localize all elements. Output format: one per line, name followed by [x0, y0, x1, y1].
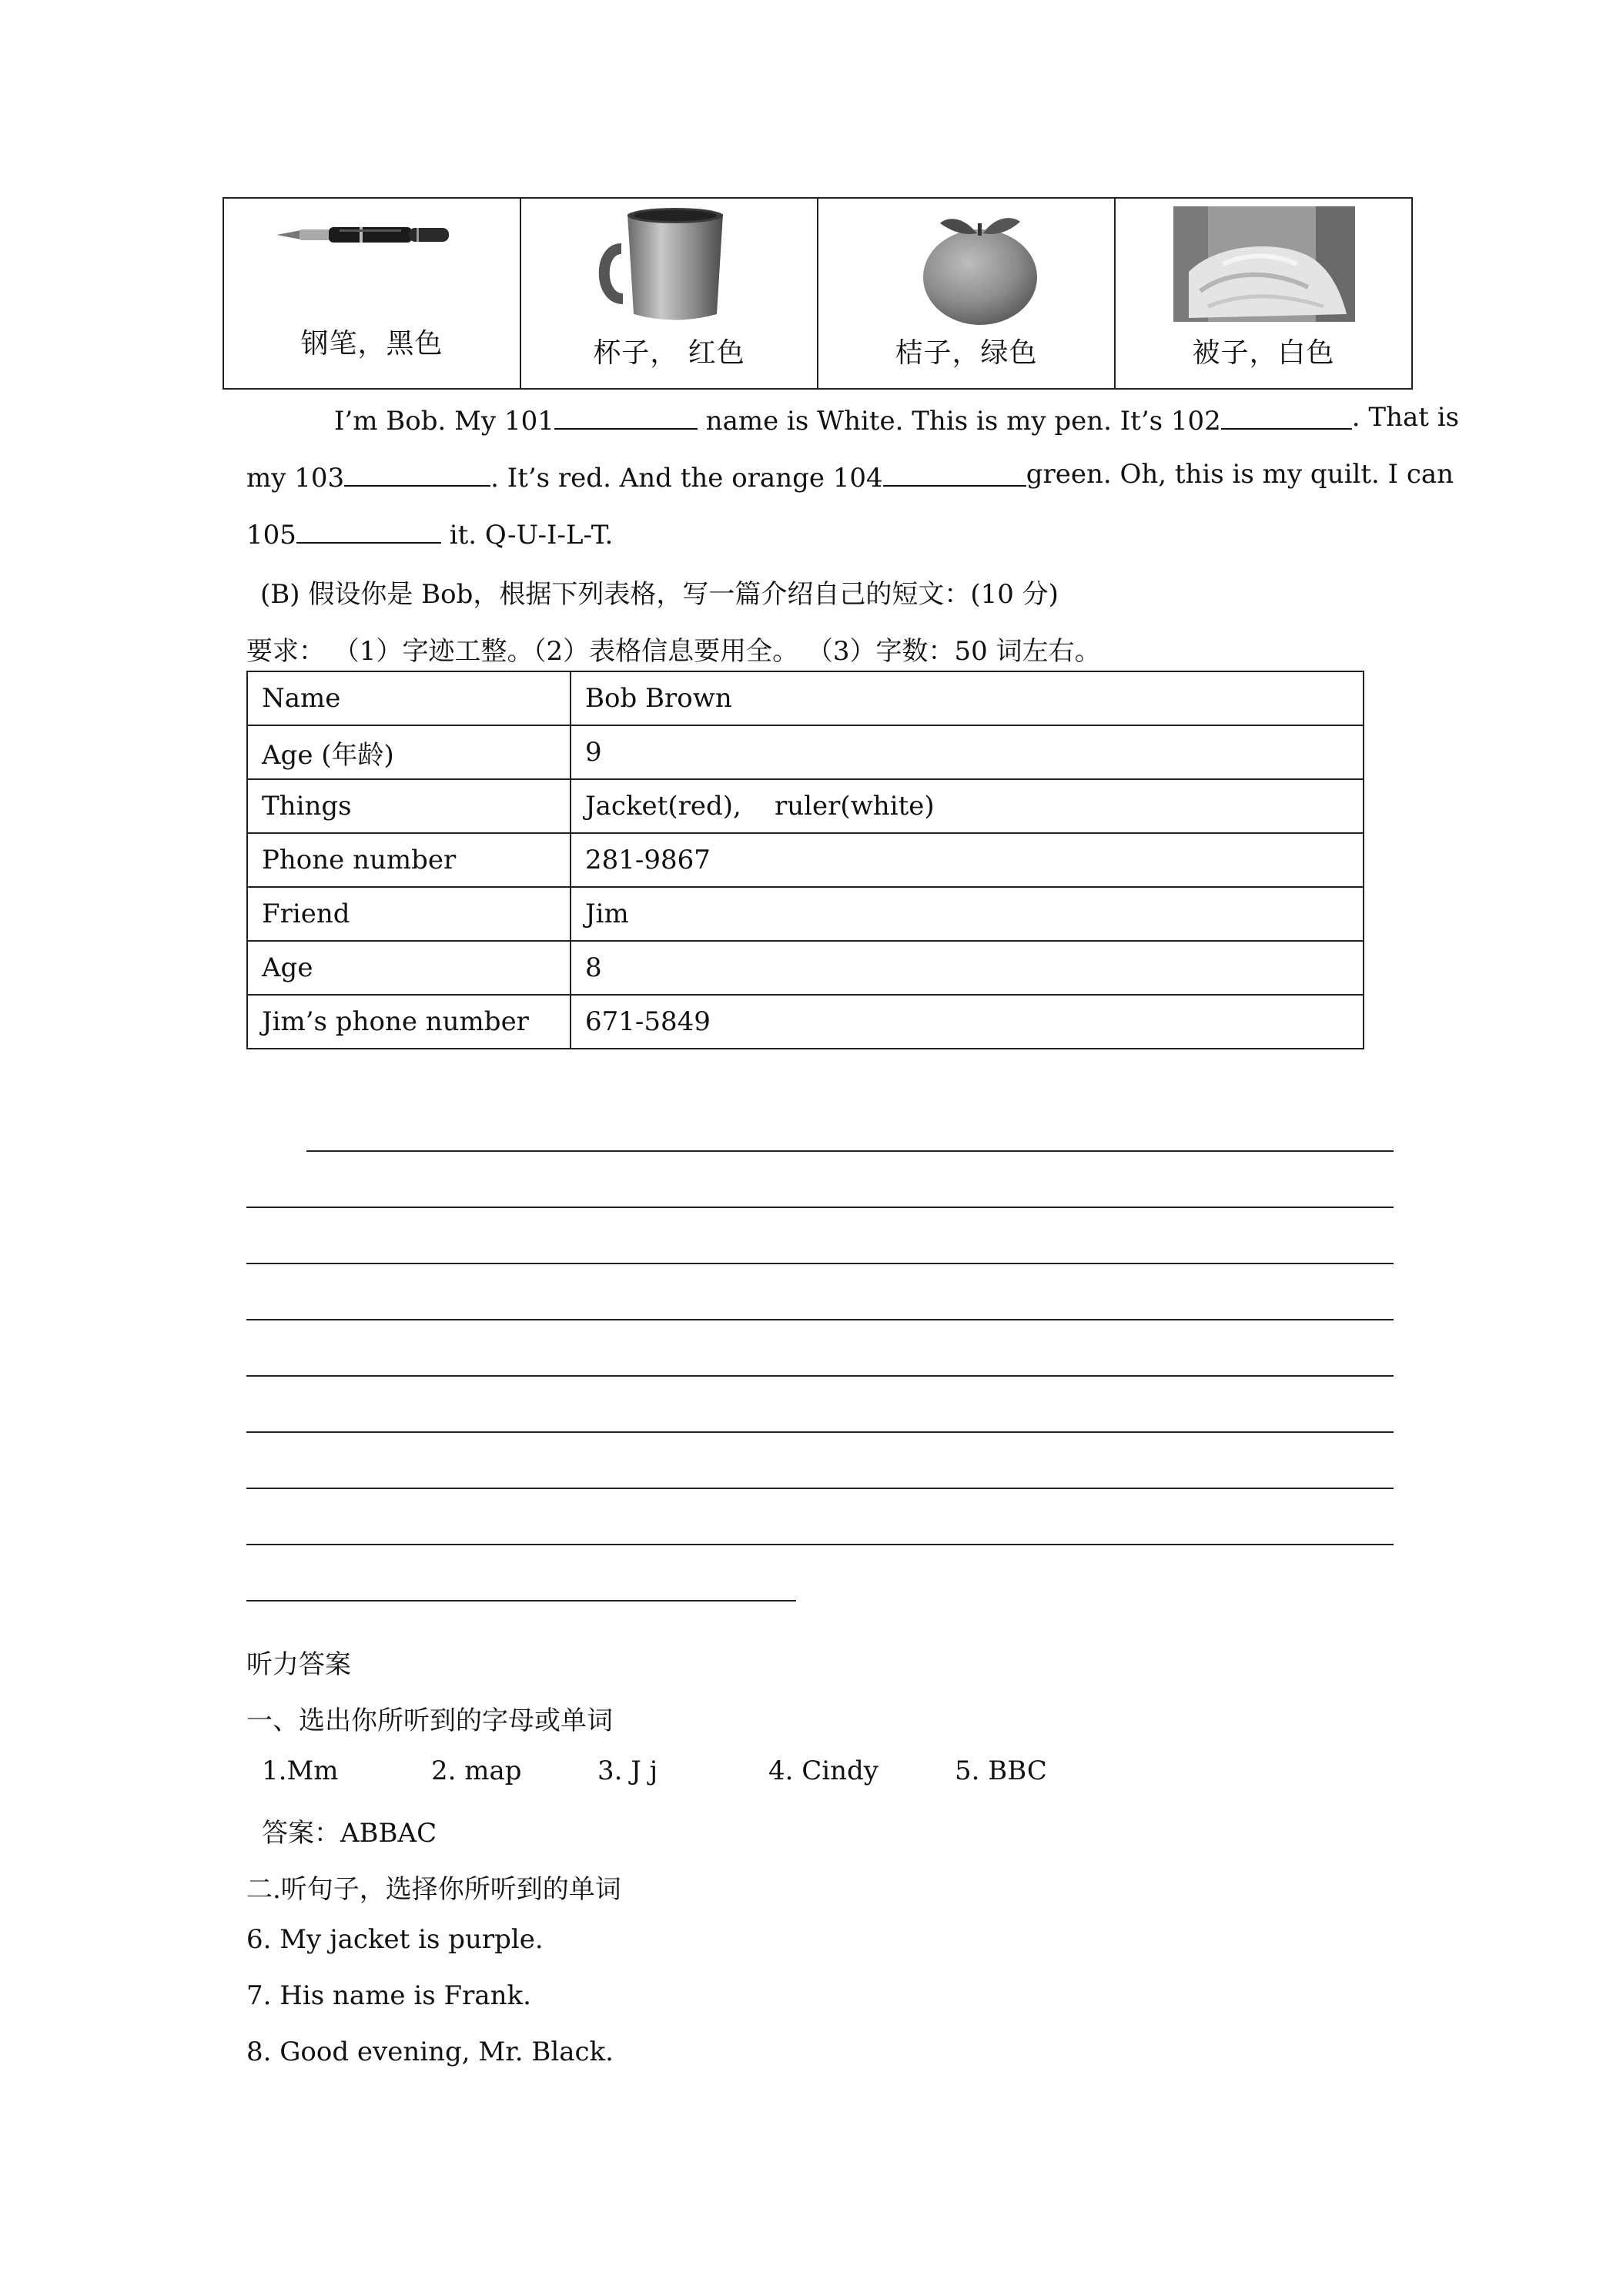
- writing-line[interactable]: [246, 1600, 796, 1602]
- orange-icon: [818, 199, 1114, 353]
- cup-icon: [521, 199, 817, 353]
- blank-102[interactable]: [1221, 402, 1352, 430]
- table-row: [247, 671, 1364, 725]
- writing-line[interactable]: [246, 1375, 1394, 1377]
- table-row: [247, 779, 1364, 833]
- blank-103[interactable]: [344, 459, 490, 487]
- pen-label: 钢笔，黑色: [300, 328, 443, 360]
- writing-line[interactable]: [246, 1319, 1394, 1320]
- passage-text: green. Oh, this is my quilt. I can: [1026, 459, 1454, 490]
- writing-line[interactable]: [246, 1207, 1394, 1208]
- table-key: Age (年龄): [247, 725, 571, 779]
- blank-104[interactable]: [883, 459, 1026, 487]
- blank-101[interactable]: [554, 402, 698, 430]
- answer-sentence: 8. Good evening, Mr. Black.: [246, 2037, 614, 2067]
- picture-cell-pen: [224, 199, 521, 388]
- info-table: [246, 671, 1364, 1049]
- passage-text: 105: [246, 520, 296, 551]
- picture-cell-quilt: [1116, 199, 1411, 388]
- answer-item: 4. Cindy: [768, 1755, 879, 1786]
- writing-line[interactable]: [306, 1150, 1394, 1152]
- passage-line-2: [246, 459, 1454, 494]
- orange-label: 桔子，绿色: [895, 337, 1038, 369]
- table-row: [247, 725, 1364, 779]
- answers-heading: 听力答案: [246, 1649, 351, 1680]
- blank-105[interactable]: [296, 516, 441, 544]
- passage-line-1: [334, 402, 1460, 437]
- writing-line[interactable]: [246, 1544, 1394, 1545]
- answer-sentence: 6. My jacket is purple.: [246, 1924, 544, 1955]
- table-row: [247, 833, 1364, 887]
- section-b-requirements: 要求： （1）字迹工整。（2）表格信息要用全。 （3）字数：50 词左右。: [246, 636, 1101, 667]
- answers-part1-title: 一、选出你所听到的字母或单词: [246, 1705, 613, 1736]
- answer-item: 3. J j: [597, 1755, 658, 1786]
- passage-text: . That is: [1351, 402, 1460, 433]
- table-value: 8: [571, 941, 1364, 995]
- passage-text: my 103: [246, 463, 345, 494]
- table-key: Name: [247, 671, 571, 725]
- passage-line-3: [246, 516, 613, 551]
- table-value: Bob Brown: [571, 671, 1364, 725]
- passage-text: . It’s red. And the orange 104: [490, 463, 883, 494]
- answers-part2-title: 二.听句子，选择你所听到的单词: [246, 1874, 621, 1905]
- table-value: Jim: [571, 887, 1364, 941]
- answers-part1-answer: 答案：ABBAC: [262, 1818, 437, 1849]
- table-value: 9: [571, 725, 1364, 779]
- table-value: 281-9867: [571, 833, 1364, 887]
- writing-line[interactable]: [246, 1263, 1394, 1264]
- table-key: Age: [247, 941, 571, 995]
- picture-cell-orange: [818, 199, 1116, 388]
- writing-line[interactable]: [246, 1488, 1394, 1489]
- table-key: Phone number: [247, 833, 571, 887]
- answer-item: 5. BBC: [955, 1755, 1047, 1786]
- table-key: Friend: [247, 887, 571, 941]
- quilt-label: 被子，白色: [1192, 337, 1335, 369]
- answer-item: 2. map: [431, 1755, 522, 1786]
- writing-line[interactable]: [246, 1431, 1394, 1433]
- table-value: 671-5849: [571, 995, 1364, 1049]
- passage-text: name is White. This is my pen. It’s 102: [697, 406, 1221, 437]
- answer-item: 1.Mm: [262, 1755, 339, 1786]
- section-b-title: (B) 假设你是 Bob，根据下列表格，写一篇介绍自己的短文：(10 分): [260, 579, 1059, 610]
- passage-text: I’m Bob. My 101: [334, 406, 554, 437]
- answer-sentence: 7. His name is Frank.: [246, 1980, 531, 2011]
- cup-label: 杯子， 红色: [593, 337, 745, 369]
- table-row: [247, 941, 1364, 995]
- table-row: [247, 995, 1364, 1049]
- passage-text: it. Q-U-I-L-T.: [440, 520, 614, 551]
- table-value: Jacket(red), ruler(white): [571, 779, 1364, 833]
- quilt-icon: [1116, 199, 1411, 353]
- table-key: Jim’s phone number: [247, 995, 571, 1049]
- table-key: Things: [247, 779, 571, 833]
- picture-table: [223, 197, 1413, 390]
- table-row: [247, 887, 1364, 941]
- picture-cell-cup: [521, 199, 818, 388]
